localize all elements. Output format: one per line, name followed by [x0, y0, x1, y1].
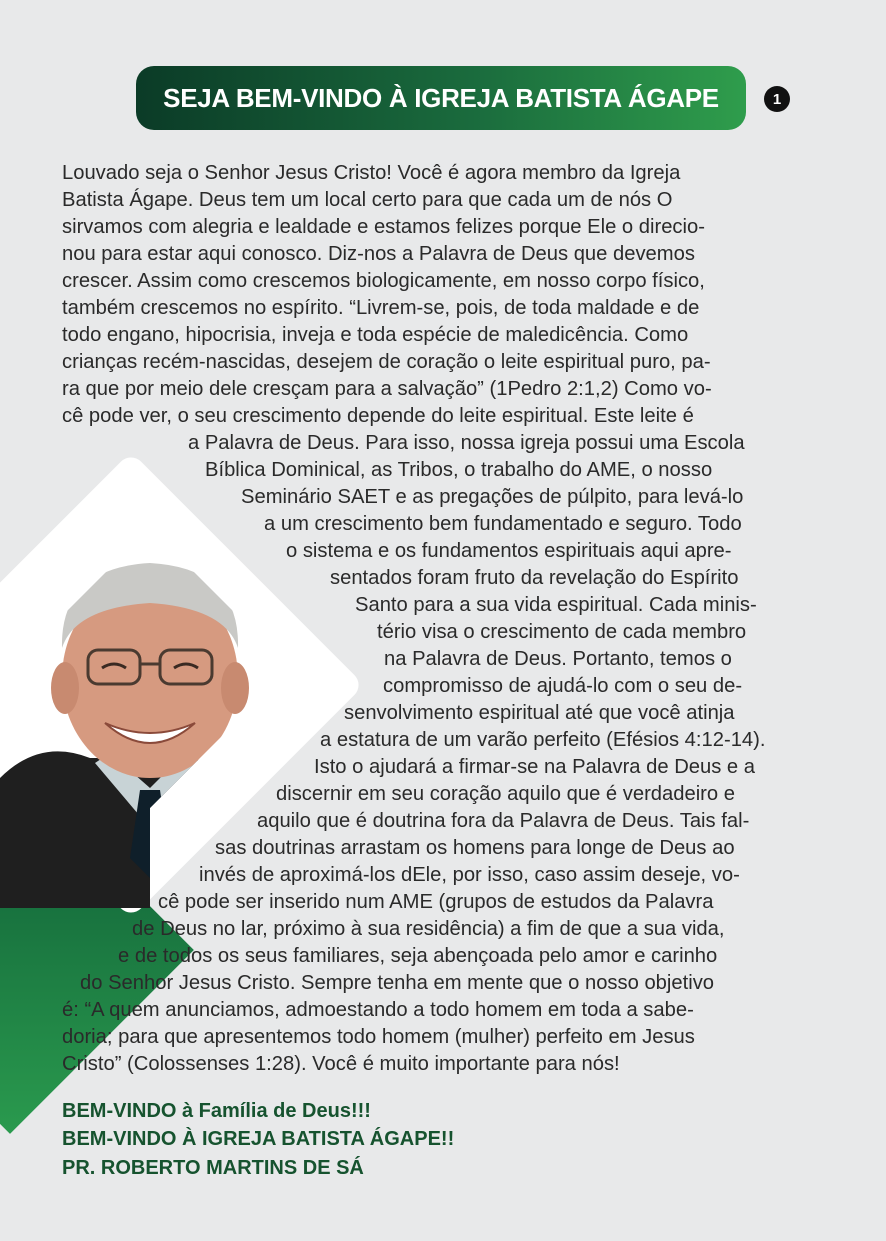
body-line: sentados foram fruto da revelação do Espírito [330, 567, 739, 589]
body-line: Batista Ágape. Deus tem um local certo para que cada um de nós O [62, 189, 673, 211]
body-line: Bíblica Dominical, as Tribos, o trabalho do AME, o nosso [205, 459, 713, 481]
page-title: SEJA BEM-VINDO À IGREJA BATISTA ÁGAPE [163, 82, 719, 113]
body-line: a estatura de um varão perfeito (Efésios 4:12-14). [320, 729, 766, 751]
body-line: sas doutrinas arrastam os homens para longe de Deus ao [215, 837, 735, 859]
page-title-banner [136, 66, 746, 130]
body-line: também crescemos no espírito. “Livrem-se, pois, de toda maldade e de [62, 297, 700, 319]
body-line: cê pode ser inserido num AME (grupos de estudos da Palavra [158, 891, 714, 913]
closing-welcome-family: BEM-VINDO à Família de Deus!!! [62, 1100, 371, 1122]
body-line: Louvado seja o Senhor Jesus Cristo! Você é agora membro da Igreja [62, 162, 681, 184]
body-line: crescer. Assim como crescemos biologicamente, em nosso corpo físico, [62, 270, 705, 292]
body-line: na Palavra de Deus. Portanto, temos o [384, 648, 732, 670]
body-line: cê pode ver, o seu crescimento depende do leite espiritual. Este leite é [62, 405, 694, 427]
body-line: de Deus no lar, próximo à sua residência) a fim de que a sua vida, [132, 918, 725, 940]
body-line: doria; para que apresentemos todo homem (mulher) perfeito em Jesus [62, 1026, 695, 1048]
closing-welcome-church: BEM-VINDO À IGREJA BATISTA ÁGAPE!! [62, 1128, 455, 1150]
body-line: Santo para a sua vida espiritual. Cada minis- [355, 594, 757, 616]
body-line: é: “A quem anunciamos, admoestando a todo homem em toda a sabe- [62, 999, 694, 1021]
body-line: aquilo que é doutrina fora da Palavra de Deus. Tais fal- [257, 810, 750, 832]
body-line: Cristo” (Colossenses 1:28). Você é muito importante para nós! [62, 1053, 620, 1075]
body-line: invés de aproximá-los dEle, por isso, caso assim deseje, vo- [199, 864, 740, 886]
body-line: o sistema e os fundamentos espirituais aqui apre- [286, 540, 732, 562]
body-line: do Senhor Jesus Cristo. Sempre tenha em mente que o nosso objetivo [80, 972, 715, 994]
body-line: a um crescimento bem fundamentado e seguro. Todo [264, 513, 742, 535]
body-line: compromisso de ajudá-lo com o seu de- [383, 675, 743, 697]
body-line: Isto o ajudará a firmar-se na Palavra de Deus e a [314, 756, 755, 778]
body-line: crianças recém-nascidas, desejem de coração o leite espiritual puro, pa- [62, 351, 711, 373]
pastor-signature: PR. ROBERTO MARTINS DE SÁ [62, 1157, 364, 1179]
body-line: nou para estar aqui conosco. Diz-nos a Palavra de Deus que devemos [62, 243, 695, 265]
body-line: ra que por meio dele cresçam para a salvação” (1Pedro 2:1,2) Como vo- [62, 378, 712, 400]
body-line: sirvamos com alegria e lealdade e estamos felizes porque Ele o direcio- [62, 216, 705, 238]
body-line: Seminário SAET e as pregações de púlpito, para levá-lo [241, 486, 744, 508]
page-number: 1 [772, 90, 782, 108]
body-line: a Palavra de Deus. Para isso, nossa igreja possui uma Escola [188, 432, 745, 454]
body-line: e de todos os seus familiares, seja abençoada pelo amor e carinho [118, 945, 718, 967]
body-line: discernir em seu coração aquilo que é verdadeiro e [276, 783, 735, 805]
body-line: senvolvimento espiritual até que você atinja [344, 702, 735, 724]
page-number-badge [764, 86, 790, 112]
body-line: tério visa o crescimento de cada membro [377, 621, 747, 643]
body-line: todo engano, hipocrisia, inveja e toda espécie de maledicência. Como [62, 324, 689, 346]
